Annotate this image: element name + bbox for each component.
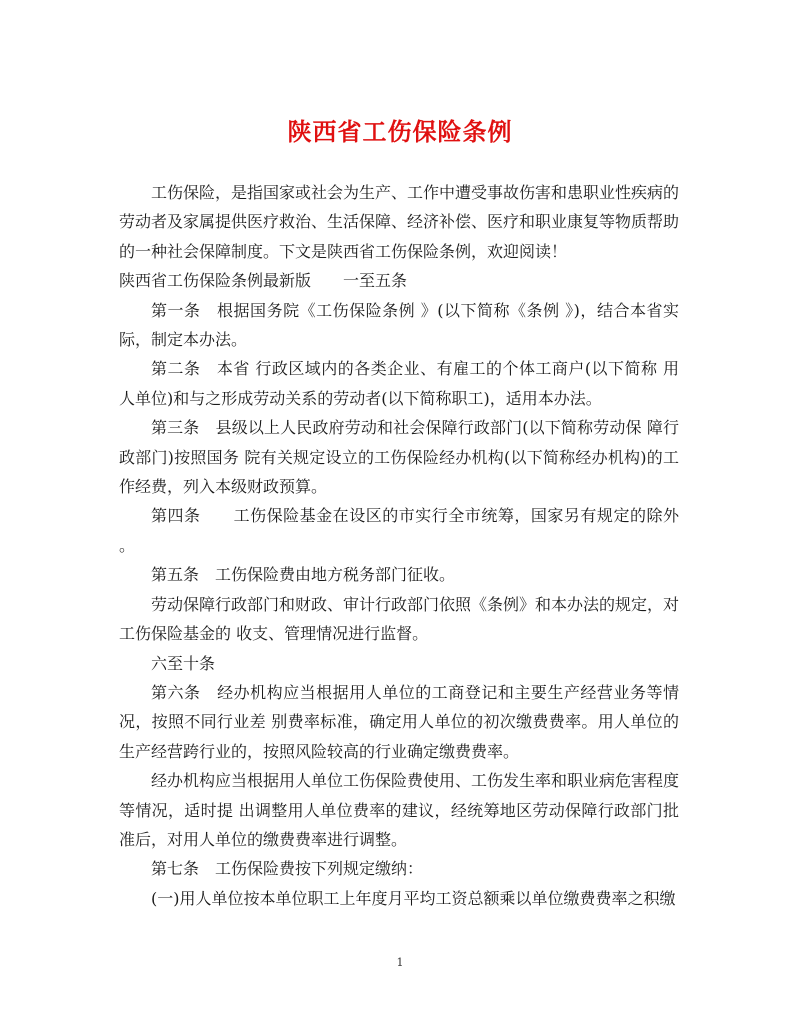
article-6: 第六条 经办机构应当根据用人单位的工商登记和主要生产经营业务等情况，按照不同行业差 别费率标准，确定用人单位的初次缴费费率。用人单位的生产经营跨行业的，按照风险较高的行业确定缴费费率。: [119, 682, 679, 761]
article-7: 第七条 工伤保险费按下列规定缴纳：: [151, 859, 424, 879]
article-4: 第四条 工伤保险基金在设区的市实行全市统筹，国家另有规定的除外 。: [119, 506, 679, 555]
paragraph-intro: 工伤保险，是指国家或社会为生产、工作中遭受事故伤害和患职业性疾病的劳动者及家属提供医疗救治、生活保障、经济补偿、医疗和职业康复等物质帮助的一种社会保障制度。下文是陕西省工伤保险条例，欢迎阅读！: [119, 183, 680, 261]
article-1: 第一条 根据国务院《工伤保险条例 》(以下简称《条例 》)，结合本省实际，制定本办法。: [119, 300, 679, 350]
article-5-supplement: 劳动保障行政部门和财政、审计行政部门依照《条例》和本办法的规定，对工伤保险基金的 收支、管理情况进行监督。: [119, 594, 680, 644]
section-heading-6-10: 六至十条: [151, 653, 216, 673]
article-3: 第三条 县级以上人民政府劳动和社会保障行政部门(以下简称劳动保 障行政部门)按照国务 院有关规定设立的工伤保险经办机构(以下简称经办机构)的工作经费，列入本级财政预算。: [119, 418, 679, 497]
article-6-supplement: 经办机构应当根据用人单位工伤保险费使用、工伤发生率和职业病危害程度等情况，适时提 出调整用人单位费率的建议，经统筹地区劳动保障行政部门批准后，对用人单位的缴费费率进行调整。: [119, 771, 680, 849]
article-5: 第五条 工伤保险费由地方税务部门征收。: [151, 565, 456, 585]
document-body: [119, 178, 679, 913]
article-7-item-1: (一)用人单位按本单位职工上年度月平均工资总额乘以单位缴费费率之积缴: [151, 888, 676, 908]
article-2: 第二条 本省 行政区域内的各类企业、有雇工的个体工商户(以下简称 用人单位)和与之形成劳动关系的劳动者(以下简称职工)，适用本办法。: [119, 359, 679, 408]
section-heading-1-5: 陕西省工伤保险条例最新版 一至五条: [119, 271, 408, 291]
document-title: 陕西省工伤保险条例: [287, 117, 513, 146]
page-number: 1: [396, 956, 404, 969]
